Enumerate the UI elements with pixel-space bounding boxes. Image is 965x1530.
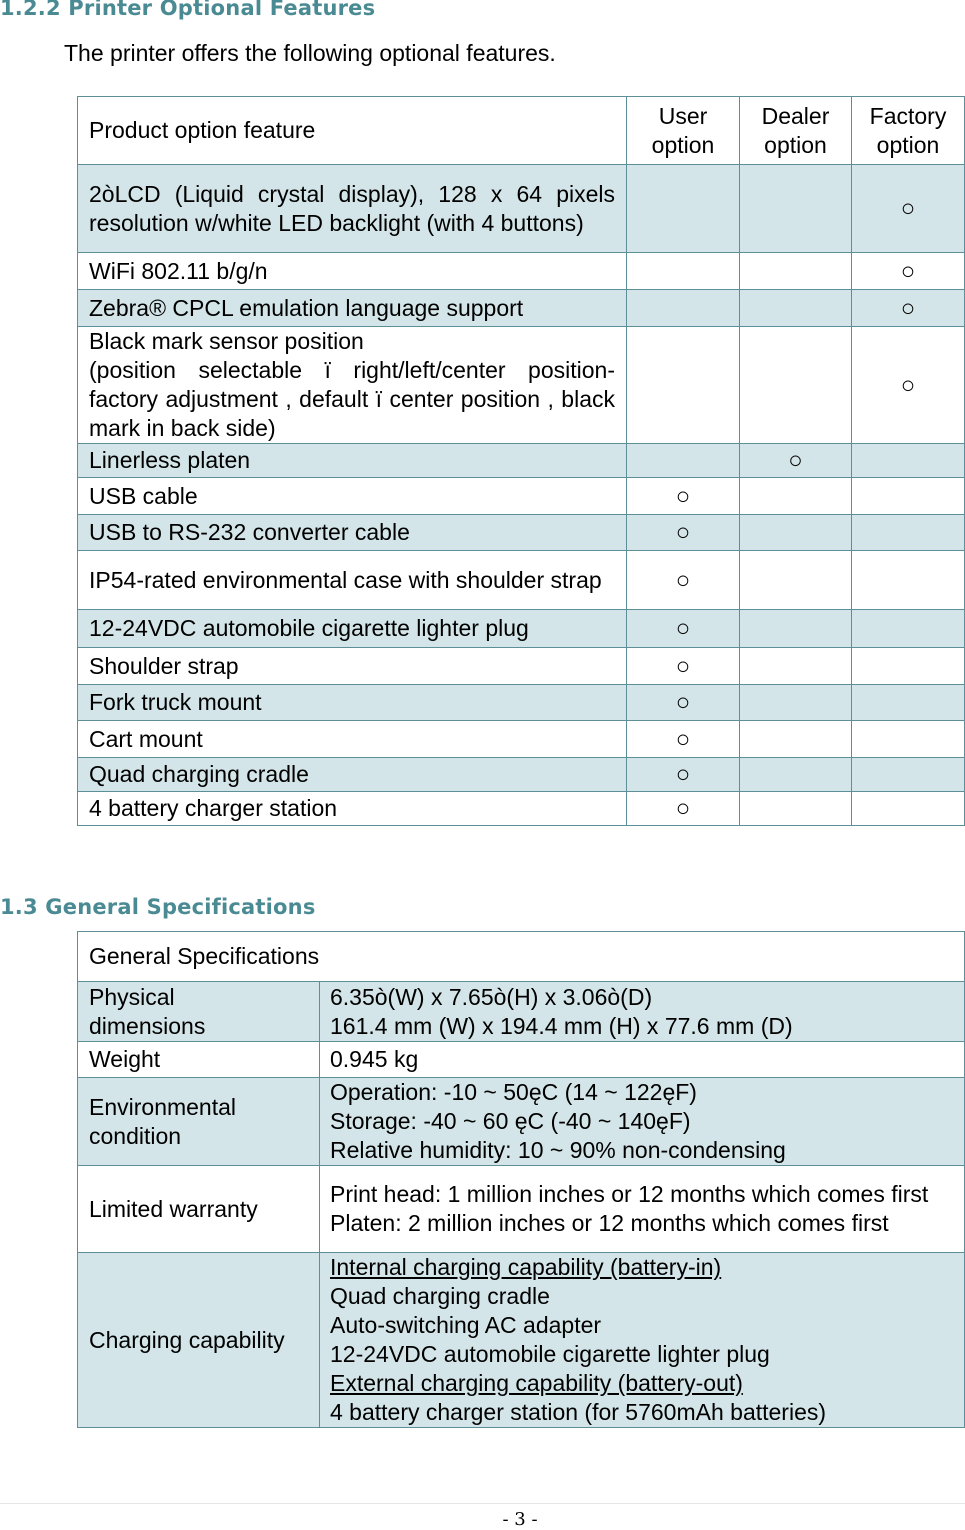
user-mark: ○ [627, 551, 740, 610]
dealer-mark [740, 290, 852, 327]
dealer-mark [740, 610, 852, 648]
dealer-mark [740, 478, 852, 515]
dealer-mark [740, 165, 852, 253]
feature-cell: 4 battery charger station [78, 792, 627, 826]
section-heading-general-specifications: 1.3 General Specifications [0, 895, 316, 919]
header-user-option: User option [627, 97, 740, 165]
dealer-mark [740, 758, 852, 792]
table-row [78, 610, 965, 648]
feature-cell: 2òLCD (Liquid crystal display), 128 x 64 pixels resolution w/white LED backlight (with 4 buttons) [78, 165, 627, 253]
feature-cell: Black mark sensor position (position selectable ï right/left/center position-factory adjustment , default ï center position , black mark in back side) [78, 327, 627, 444]
user-mark: ○ [627, 685, 740, 721]
factory-mark: ○ [852, 165, 965, 253]
factory-mark [852, 610, 965, 648]
spec-title-row [78, 932, 965, 982]
spec-label: Charging capability [78, 1253, 320, 1428]
table-row [78, 1042, 965, 1078]
factory-mark [852, 792, 965, 826]
footer-divider [0, 1503, 965, 1504]
internal-charging-link-text: Internal charging capability (battery-in) [330, 1254, 722, 1280]
general-specifications-table [77, 931, 965, 1428]
table-row [78, 1078, 965, 1166]
user-mark: ○ [627, 721, 740, 758]
table-row [78, 1166, 965, 1253]
factory-mark [852, 444, 965, 478]
table-row [78, 165, 965, 253]
spec-label: Physical dimensions [78, 982, 320, 1042]
spec-value: Print head: 1 million inches or 12 months which comes first Platen: 2 million inches or 12 months which comes first [320, 1166, 965, 1253]
dealer-mark: ○ [740, 444, 852, 478]
table-row [78, 478, 965, 515]
spec-table-title: General Specifications [78, 932, 965, 982]
feature-cell: Fork truck mount [78, 685, 627, 721]
dealer-mark [740, 648, 852, 685]
feature-cell: Shoulder strap [78, 648, 627, 685]
section-heading-printer-optional-features: 1.2.2 Printer Optional Features [0, 0, 376, 20]
table-row [78, 982, 965, 1042]
factory-mark [852, 515, 965, 551]
table-row [78, 648, 965, 685]
dealer-mark [740, 792, 852, 826]
page-number: - 3 - [502, 1509, 538, 1530]
table-row [78, 327, 965, 444]
feature-cell: WiFi 802.11 b/g/n [78, 253, 627, 290]
factory-mark: ○ [852, 253, 965, 290]
user-mark: ○ [627, 648, 740, 685]
table-row [78, 444, 965, 478]
table-row [78, 551, 965, 610]
user-mark: ○ [627, 478, 740, 515]
factory-mark [852, 685, 965, 721]
optional-features-table [77, 96, 965, 826]
user-mark [627, 253, 740, 290]
user-mark: ○ [627, 758, 740, 792]
factory-mark [852, 551, 965, 610]
factory-mark: ○ [852, 290, 965, 327]
spec-label: Limited warranty [78, 1166, 320, 1253]
user-mark: ○ [627, 610, 740, 648]
table-row [78, 290, 965, 327]
factory-mark: ○ [852, 327, 965, 444]
dealer-mark [740, 721, 852, 758]
dealer-mark [740, 515, 852, 551]
table-row [78, 758, 965, 792]
feature-cell: IP54-rated environmental case with shoulder strap [78, 551, 627, 610]
user-mark [627, 165, 740, 253]
factory-mark [852, 721, 965, 758]
table-row [78, 792, 965, 826]
dealer-mark [740, 685, 852, 721]
table-row [78, 1253, 965, 1428]
dealer-mark [740, 253, 852, 290]
table-row [78, 721, 965, 758]
external-charging-link-text: External charging capability (battery-out) [330, 1370, 743, 1396]
intro-text: The printer offers the following optional features. [64, 40, 556, 66]
spec-label: Environmental condition [78, 1078, 320, 1166]
header-factory-option: Factory option [852, 97, 965, 165]
spec-label: Weight [78, 1042, 320, 1078]
factory-mark [852, 648, 965, 685]
header-dealer-option: Dealer option [740, 97, 852, 165]
feature-cell: Zebra® CPCL emulation language support [78, 290, 627, 327]
factory-mark [852, 478, 965, 515]
table-row [78, 685, 965, 721]
table-header-row [78, 97, 965, 165]
feature-cell: USB cable [78, 478, 627, 515]
spec-value: 0.945 kg [320, 1042, 965, 1078]
spec-value: Internal charging capability (battery-in) Quad charging cradle Auto-switching AC adapter 12-24VDC automobile cigarette lighter plug External charging capability (battery-out) 4 battery charger station (for 5760mAh batteries) [320, 1253, 965, 1428]
dealer-mark [740, 327, 852, 444]
user-mark [627, 327, 740, 444]
feature-cell: USB to RS-232 converter cable [78, 515, 627, 551]
user-mark: ○ [627, 515, 740, 551]
user-mark: ○ [627, 792, 740, 826]
user-mark [627, 444, 740, 478]
feature-cell: Quad charging cradle [78, 758, 627, 792]
spec-value: 6.35ò(W) x 7.65ò(H) x 3.06ò(D) 161.4 mm (W) x 194.4 mm (H) x 77.6 mm (D) [320, 982, 965, 1042]
feature-cell: Cart mount [78, 721, 627, 758]
table-row [78, 253, 965, 290]
table-row [78, 515, 965, 551]
header-feature: Product option feature [78, 97, 627, 165]
feature-cell: 12-24VDC automobile cigarette lighter plug [78, 610, 627, 648]
dealer-mark [740, 551, 852, 610]
user-mark [627, 290, 740, 327]
factory-mark [852, 758, 965, 792]
spec-value: Operation: -10 ~ 50ęC (14 ~ 122ęF) Storage: -40 ~ 60 ęC (-40 ~ 140ęF) Relative humidity: 10 ~ 90% non-condensing [320, 1078, 965, 1166]
feature-cell: Linerless platen [78, 444, 627, 478]
